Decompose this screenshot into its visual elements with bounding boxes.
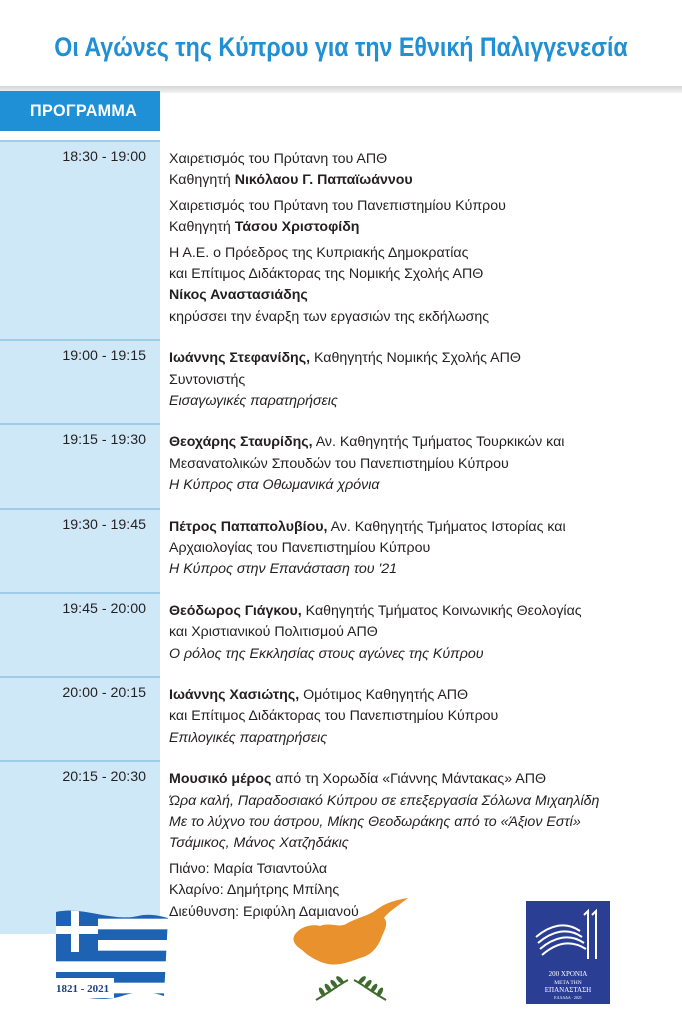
time-slot: 18:30 - 19:00	[0, 140, 160, 339]
session-line	[169, 348, 674, 369]
session-line	[169, 622, 674, 643]
session-text: Καθηγητής Τμήματος Κοινωνικής Θεολογίας	[301, 602, 582, 619]
session-text: Αν. Καθηγητής Τμήματος Τουρκικών και	[312, 434, 565, 451]
session-line	[169, 307, 674, 328]
session-line	[169, 685, 674, 706]
speaker-name: Θεόδωρος Γιάγκου,	[169, 602, 302, 619]
session-details	[169, 149, 674, 328]
session-details	[169, 601, 674, 665]
session-text: Κλαρίνο: Δημήτρης Μπίλης	[169, 882, 340, 899]
talk-title: Τσάμικος, Μάνος Χατζηδάκις	[169, 835, 349, 852]
program-heading-label: ΠΡΟΓΡΑΜΜΑ	[30, 101, 138, 120]
session-text: Καθηγητή	[169, 219, 235, 236]
session-line	[169, 391, 674, 412]
schedule-row	[0, 339, 682, 423]
session-text: Αν. Καθηγητής Τμήματος Ιστορίας και	[327, 518, 566, 535]
talk-title: Επιλογικές παρατηρήσεις	[169, 729, 328, 746]
olive-branches	[316, 980, 386, 1000]
time-slot: 19:45 - 20:00	[0, 592, 160, 676]
session-line	[169, 264, 674, 285]
session-text: Πιάνο: Μαρία Τσιαντούλα	[169, 860, 328, 877]
time-slot: 19:15 - 19:30	[0, 423, 160, 507]
schedule-row	[0, 676, 682, 760]
schedule-row	[0, 592, 682, 676]
talk-title: Με το λύχνο του άστρου, Μίκης Θεοδωράκης από το «Άξιον Εστί»	[169, 814, 581, 830]
session-text: Ομότιμος Καθηγητής ΑΠΘ	[299, 687, 469, 703]
session-details	[169, 348, 674, 412]
session-line	[169, 644, 674, 665]
session-text: Χαιρετισμός του Πρύτανη του Πανεπιστημίου Κύπρου	[169, 197, 506, 214]
cyprus-map-emblem	[290, 896, 412, 1006]
session-text: Συντονιστής	[169, 371, 246, 388]
session-line	[169, 370, 674, 391]
session-line	[169, 475, 674, 496]
bicentennial-line-2: ΜΕΤΑ ΤΗΝ	[554, 980, 582, 986]
bicentennial-line-4: ΕΛΛΑΔΑ · 2021	[554, 995, 582, 1000]
session-line	[169, 880, 674, 901]
speaker-name: Ιωάννης Στεφανίδης,	[169, 350, 311, 367]
flag-years-text: 1821 - 2021	[56, 983, 110, 995]
session-line	[169, 454, 674, 475]
program-heading	[0, 91, 160, 131]
session-text: Αρχαιολογίας του Πανεπιστημίου Κύπρου	[169, 540, 431, 556]
time-slot: 19:30 - 19:45	[0, 508, 160, 592]
session-line	[169, 706, 674, 727]
session-line	[169, 217, 674, 238]
session-text: κηρύσσει την έναρξη των εργασιών της εκδήλωσης	[169, 308, 490, 325]
session-line	[169, 791, 674, 812]
session-text: από τη Χορωδία «Γιάννης Μάντακας» ΑΠΘ	[271, 771, 547, 788]
session-line	[169, 859, 674, 880]
session-line	[169, 728, 674, 749]
session-line	[169, 196, 674, 217]
schedule-row	[0, 508, 682, 592]
session-line	[169, 559, 674, 580]
time-slot: 20:00 - 20:15	[0, 676, 160, 760]
session-text: Χαιρετισμός του Πρύτανη του ΑΠΘ	[169, 151, 388, 167]
schedule-row	[0, 423, 682, 507]
session-details	[169, 432, 674, 496]
session-line	[169, 170, 674, 191]
session-text: Μεσανατολικών Σπουδών του Πανεπιστημίου Κύπρου	[169, 455, 509, 472]
schedule-row	[0, 140, 682, 339]
cyprus-island-shape	[293, 898, 408, 965]
page-title: Οι Αγώνες της Κύπρου για την Εθνική Παλιγγενεσία	[54, 32, 628, 62]
session-details	[169, 685, 674, 749]
speaker-name: Νικόλαου Γ. Παπαϊωάννου	[234, 172, 413, 189]
speaker-name: Μουσικό μέρος	[169, 771, 272, 788]
greek-flag-1821-2021-logo	[52, 908, 172, 1004]
session-line	[169, 769, 674, 790]
speaker-name: Τάσου Χριστοφίδη	[234, 219, 360, 236]
session-text: και Επίτιμος Διδάκτορας του Πανεπιστημίου Κύπρου	[169, 708, 499, 725]
session-line	[169, 432, 674, 453]
talk-title: Εισαγωγικές παρατηρήσεις	[169, 393, 338, 409]
bicentennial-line-1: 200 ΧΡΟΝΙΑ	[548, 970, 588, 978]
session-text: Διεύθυνση: Εριφύλη Δαμιανού	[169, 903, 359, 920]
session-line	[169, 243, 674, 264]
talk-title: Ο ρόλος της Εκκλησίας στους αγώνες της Κύπρου	[169, 645, 484, 662]
session-details	[169, 517, 674, 581]
session-line	[169, 149, 674, 170]
speaker-name: Νίκος Αναστασιάδης	[169, 287, 308, 304]
time-slot: 20:15 - 20:30	[0, 760, 160, 934]
session-line	[169, 601, 674, 622]
session-line	[169, 538, 674, 559]
session-details	[169, 769, 674, 923]
speaker-name: Θεοχάρης Σταυρίδης,	[169, 434, 313, 451]
bicentennial-line-3: ΕΠΑΝΑΣΤΑΣΗ	[544, 986, 592, 994]
session-text: Καθηγητής Νομικής Σχολής ΑΠΘ	[310, 350, 521, 367]
talk-title: Ώρα καλή, Παραδοσιακό Κύπρου σε επεξεργασία Σόλωνα Μιχαηλίδη	[169, 792, 600, 809]
speaker-name: Ιωάννης Χασιώτης,	[169, 687, 300, 703]
bicentennial-logo	[526, 901, 610, 1004]
session-line	[169, 285, 674, 306]
time-slot: 19:00 - 19:15	[0, 339, 160, 423]
session-line	[169, 833, 674, 854]
session-text: Η Α.Ε. ο Πρόεδρος της Κυπριακής Δημοκρατίας	[169, 244, 469, 261]
session-text: και Επίτιμος Διδάκτορας της Νομικής Σχολής ΑΠΘ	[169, 266, 484, 283]
session-line	[169, 517, 674, 538]
session-text: και Χριστιανικού Πολιτισμού ΑΠΘ	[169, 624, 378, 641]
talk-title: Η Κύπρος στα Οθωμανικά χρόνια	[169, 477, 380, 494]
talk-title: Η Κύπρος στην Επανάσταση του '21	[169, 561, 397, 578]
speaker-name: Πέτρος Παπαπολυβίου,	[169, 518, 328, 535]
session-text: Καθηγητή	[169, 172, 235, 189]
session-line	[169, 812, 674, 833]
